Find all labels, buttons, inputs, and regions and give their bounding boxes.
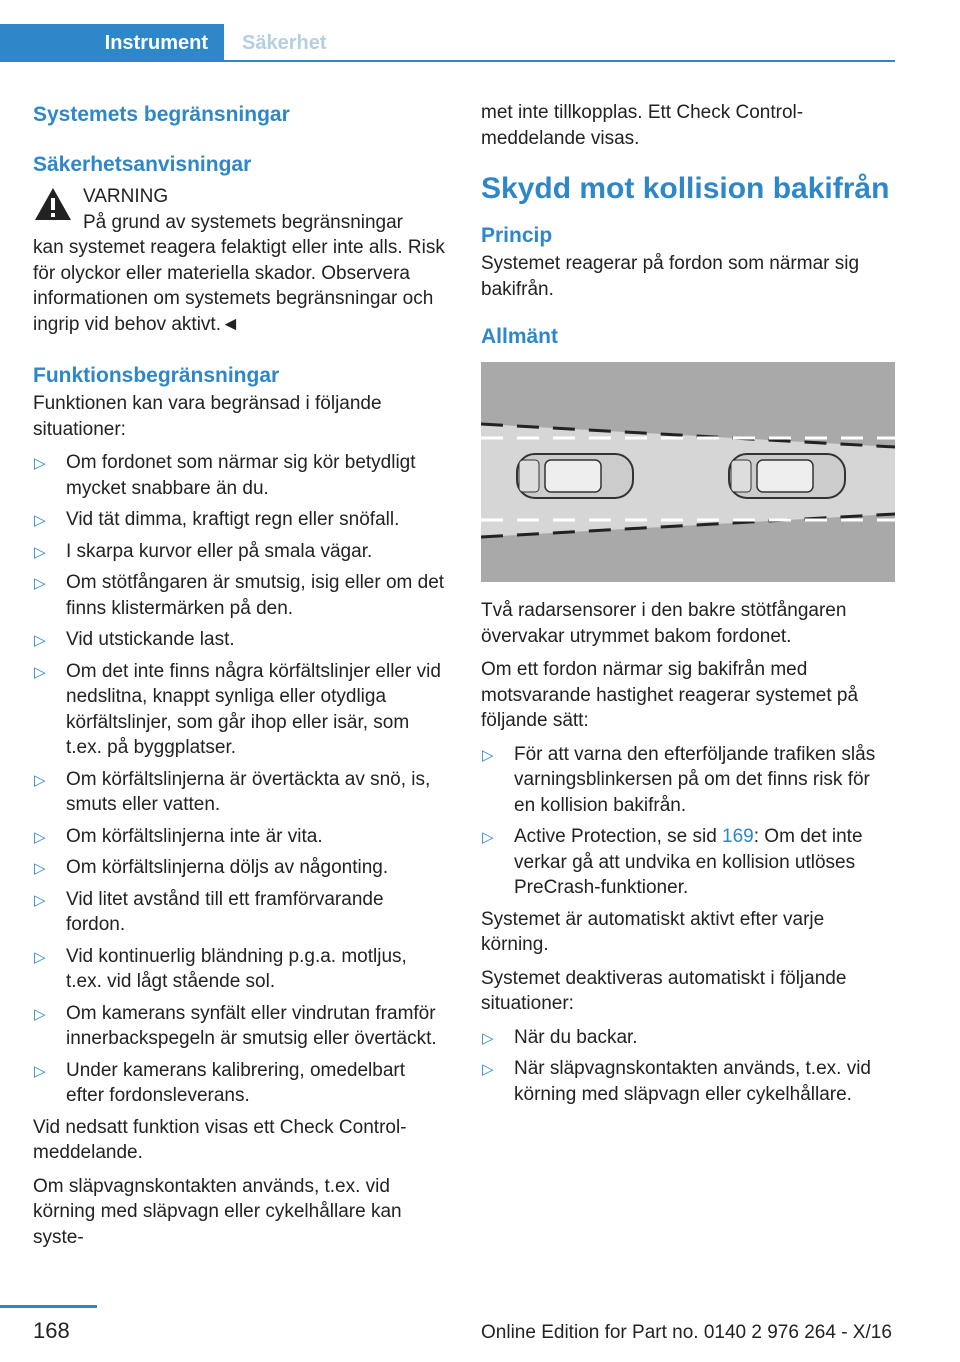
section-title-limitations: Systemets begränsningar (33, 103, 290, 126)
car-front-icon (729, 454, 845, 498)
function-intro: Funktionen kan vara begränsad i följande situationer: (33, 393, 382, 440)
triangle-bullet-icon: ▷ (482, 746, 494, 764)
page-link-169[interactable]: 169 (722, 826, 754, 847)
warning-triangle-icon (33, 186, 73, 222)
triangle-bullet-icon: ▷ (482, 1061, 494, 1078)
list-item: ▷ När du backar. (481, 1025, 895, 1051)
trailer-paragraph-end: met inte tillkopplas. Ett Check Control-meddelande visas. (481, 102, 804, 149)
tab-divider (224, 60, 895, 62)
list-item: ▷ Om kamerans synfält eller vindrutan framför innerbackspegeln är smutsig eller övertäckt. (34, 1002, 437, 1049)
page-number: 168 (33, 1318, 70, 1343)
principle-text: Systemet reagerar på fordon som närmar sig bakifrån. (481, 253, 860, 300)
left-column (33, 100, 445, 1258)
triangle-bullet-icon: ▷ (34, 1005, 46, 1023)
triangle-bullet-icon: ▷ (34, 771, 46, 789)
list-item: ▷ Vid tät dimma, kraftigt regn eller snöfall. (33, 507, 445, 533)
heading-function-limits: Funktionsbegränsningar (33, 364, 280, 387)
triangle-bullet-icon: ▷ (34, 860, 46, 877)
warning-block (33, 180, 445, 337)
reaction-list (481, 742, 895, 901)
car-rear-icon (517, 454, 633, 498)
list-item: ▷ Om körfältslinjerna är övertäckta av snö, is, smuts eller vatten. (34, 768, 431, 815)
list-item: ▷ I skarpa kurvor eller på smala vägar. (33, 539, 445, 565)
heading-safety: Säkerhetsanvisningar (33, 153, 252, 176)
trailer-paragraph-start: Om släpvagnskontakten används, t.ex. vid körning med släpvagn eller cykelhållare kan syste- (33, 1175, 402, 1248)
list-item: ▷ Om det inte finns några körfältslinjer eller vid nedslitna, knappt synliga eller otydliga körfältslinjer, som går ihop eller isär, som t.ex. på byggplatser. (34, 660, 441, 758)
warning-label: VARNING (83, 186, 169, 207)
list-item: ▷ Active Protection, se sid 169: Om det inte verkar gå att undvika en kollision utlöses PreCrash-funktioner. (482, 826, 863, 898)
triangle-bullet-icon: ▷ (482, 829, 494, 846)
triangle-bullet-icon: ▷ (482, 1029, 494, 1047)
triangle-bullet-icon: ▷ (34, 575, 46, 592)
warning-text-first: På grund av systemets begränsningar (83, 211, 404, 233)
list-item: ▷ Vid kontinuerlig bländning p.g.a. motljus, t.ex. vid lågt stående sol. (34, 945, 407, 992)
list-item: ▷ Vid litet avstånd till ett framförvarande fordon. (34, 888, 384, 935)
auto-active-paragraph: Systemet är automatiskt aktivt efter varje körning. (481, 908, 825, 955)
tab-sakerhet-label: Säkerhet (242, 32, 327, 54)
list-item: ▷ Om körfältslinjerna inte är vita. (33, 824, 445, 850)
triangle-bullet-icon: ▷ (34, 455, 46, 472)
warning-text: kan systemet reagera felaktigt eller inte alls. Risk för olyckor eller materiella skador. Observera informationen om systemets begränsningar och ingrip vid behov aktivt.◄ (33, 237, 445, 335)
triangle-bullet-icon: ▷ (34, 828, 46, 846)
approach-paragraph: Om ett fordon närmar sig bakifrån med motsvarande hastighet reagerar systemet på följande sätt: (481, 659, 859, 731)
list-item: ▷ För att varna den efterföljande trafiken slås varningsblinkersen på om det finns risk för en kollision bakifrån. (482, 743, 876, 816)
list-item: ▷ Om körfältslinjerna döljs av någonting. (33, 855, 445, 881)
right-column (481, 100, 895, 1113)
triangle-bullet-icon: ▷ (34, 663, 46, 681)
triangle-bullet-icon: ▷ (34, 948, 46, 966)
deactivation-list (481, 1025, 895, 1108)
tab-sakerhet[interactable] (224, 24, 895, 62)
check-control-paragraph: Vid nedsatt funktion visas ett Check Control-meddelande. (33, 1116, 407, 1163)
triangle-bullet-icon: ▷ (34, 1062, 46, 1080)
edition-text: Online Edition for Part no. 0140 2 976 264 - X/16 (481, 1322, 892, 1343)
triangle-bullet-icon: ▷ (34, 512, 46, 529)
triangle-bullet-icon: ▷ (34, 632, 46, 649)
header-tabs (0, 24, 895, 62)
tab-instrument[interactable] (0, 24, 224, 62)
triangle-bullet-icon: ▷ (34, 891, 46, 909)
heading-principle: Princip (481, 224, 553, 247)
tab-instrument-label: Instrument (104, 32, 208, 54)
footer-rule (0, 1305, 97, 1308)
list-item: ▷ När släpvagnskontakten används, t.ex. vid körning med släpvagn eller cykelhållare. (482, 1058, 871, 1105)
list-item: ▷ Om stötfångaren är smutsig, isig eller om det finns klistermärken på den. (34, 572, 445, 619)
triangle-bullet-icon: ▷ (34, 543, 46, 561)
rear-collision-illustration (481, 362, 895, 582)
heading-general: Allmänt (481, 325, 559, 348)
sensors-paragraph: Två radarsensorer i den bakre stötfångaren övervakar utrymmet bakom fordonet. (481, 600, 847, 647)
deactivation-paragraph: Systemet deaktiveras automatiskt i följande situationer: (481, 967, 847, 1014)
section-title-rear-collision: Skydd mot kollision bakifrån (481, 172, 890, 205)
limitations-list (33, 450, 445, 1109)
list-item: ▷ Vid utstickande last. (33, 627, 445, 653)
list-item: ▷ Under kamerans kalibrering, omedelbart efter fordonsleverans. (34, 1059, 405, 1106)
list-item: ▷ Om fordonet som närmar sig kör betydligt mycket snabbare än du. (34, 452, 416, 499)
